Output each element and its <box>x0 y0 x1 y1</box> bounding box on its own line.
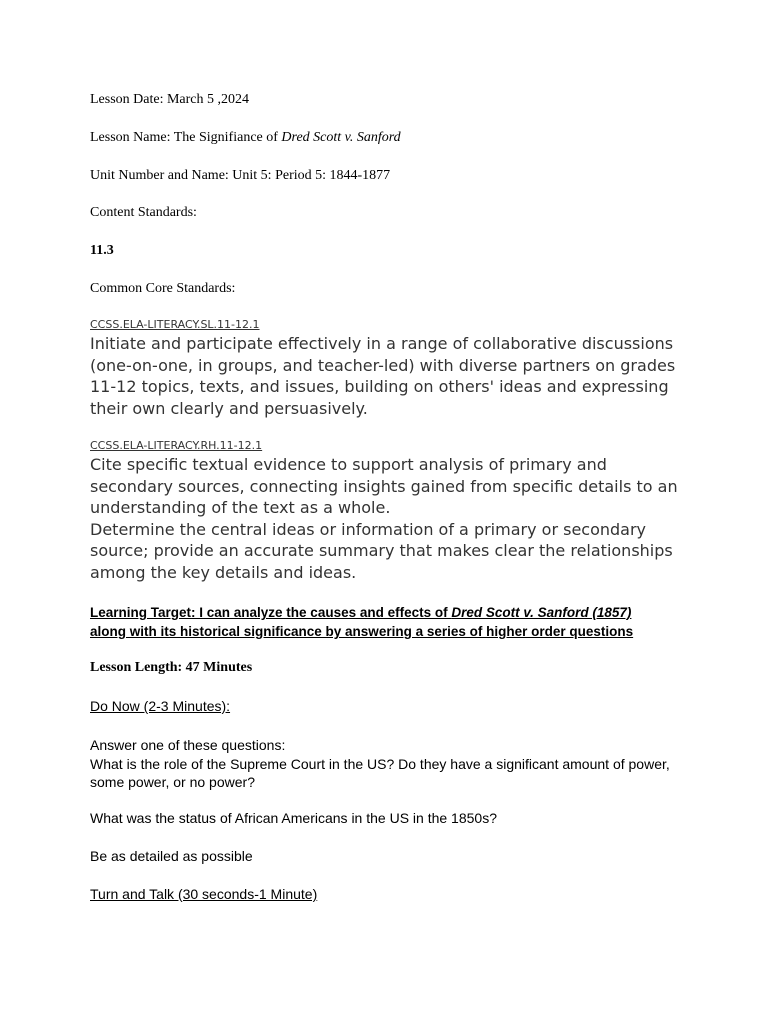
standard-line: among the key details and ideas. <box>90 562 357 582</box>
content-standards-label: Content Standards: <box>90 205 197 220</box>
do-now-question-1-cont: some power, or no power? <box>90 774 255 790</box>
content-standard-code: 11.3 <box>90 243 114 258</box>
learning-target <box>90 603 633 641</box>
do-now-question-1: What is the role of the Supreme Court in the US? Do they have a significant amount of power, <box>90 755 670 772</box>
learning-target-case: Dred Scott v. Sanford (1857) <box>451 605 632 620</box>
standard-line: 11-12 topics, texts, and issues, building on others' ideas and expressing <box>90 377 669 396</box>
standard-text-rh <box>90 454 690 583</box>
common-core-label: Common Core Standards: <box>90 281 236 296</box>
standard-line: their own clearly and persuasively. <box>90 398 368 418</box>
unit-name: Unit Number and Name: Unit 5: Period 5: 1844-1877 <box>90 168 391 183</box>
do-now-instruction: Be as detailed as possible <box>90 848 253 864</box>
standard-line: Initiate and participate effectively in a range of collaborative discussions <box>90 334 674 353</box>
standard-link-rh[interactable]: CCSS.ELA-LITERACY.RH.11-12.1 <box>90 439 263 452</box>
do-now-question-2: What was the status of African Americans in the US in the 1850s? <box>90 810 497 826</box>
standard-line: understanding of the text as a whole. <box>90 498 391 517</box>
learning-target-prefix: Learning Target: I can analyze the causes and effects of <box>90 605 452 620</box>
standard-line: Cite specific textual evidence to support analysis of primary and <box>90 455 607 474</box>
lesson-length: Lesson Length: 47 Minutes <box>90 660 253 675</box>
do-now-questions <box>90 736 670 792</box>
learning-target-line2: along with its historical significance by answering a series of higher order questions <box>90 624 634 639</box>
lesson-date: Lesson Date: March 5 ,2024 <box>90 92 250 107</box>
do-now-heading: Do Now (2-3 Minutes): <box>90 698 231 714</box>
standard-text-sl <box>90 333 690 419</box>
standard-line: (one-on-one, in groups, and teacher-led) with diverse partners on grades <box>90 355 676 375</box>
standard-line: Determine the central ideas or information of a primary or secondary <box>90 519 647 539</box>
do-now-intro: Answer one of these questions: <box>90 737 286 753</box>
standard-line: source; provide an accurate summary that makes clear the relationships <box>90 541 673 560</box>
standard-line: secondary sources, connecting insights gained from specific details to an <box>90 476 678 496</box>
lesson-name <box>90 130 401 146</box>
lesson-name-case: Dred Scott v. Sanford <box>281 130 401 145</box>
turn-and-talk-heading: Turn and Talk (30 seconds-1 Minute) <box>90 886 318 902</box>
learning-target-line1 <box>90 603 633 622</box>
standard-link-sl[interactable]: CCSS.ELA-LITERACY.SL.11-12.1 <box>90 318 260 331</box>
lesson-name-prefix: Lesson Name: The Signifiance of <box>90 130 282 145</box>
